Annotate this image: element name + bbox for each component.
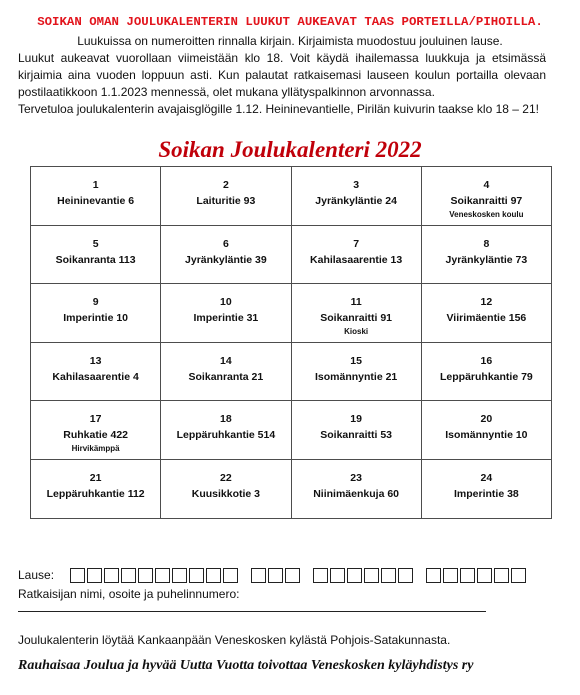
- intro-line-5: Tervetuloa joulukalenterin avajaisglögille 1.12. Heininevantielle, Pirilän kuivurin taakse klo 18 – 21!: [18, 102, 539, 116]
- door-number: 1: [92, 179, 99, 191]
- answer-word-4: [426, 568, 528, 583]
- door-number: 9: [92, 296, 99, 309]
- door-address: Jyränkyläntie 39: [185, 253, 267, 266]
- door-number: 4: [483, 179, 490, 191]
- door-address: Isomännyntie 10: [445, 429, 528, 442]
- notice-heading: SOIKAN OMAN JOULUKALENTERIN LUUKUT AUKEAVAT TAAS PORTEILLA/PIHOILLA.: [37, 15, 543, 29]
- letter-box: [172, 568, 187, 583]
- door-address: Soikanranta 21: [188, 370, 264, 383]
- answer-label: Lause:: [18, 568, 55, 582]
- door-number: 19: [350, 413, 362, 426]
- letter-box: [511, 568, 526, 583]
- calendar-door-23: [291, 459, 421, 518]
- door-number: 8: [483, 237, 490, 250]
- calendar-door-18: [161, 401, 291, 460]
- calendar-door-9: [31, 284, 161, 343]
- calendar-door-4: [421, 167, 551, 226]
- letter-box: [285, 568, 300, 583]
- letter-box: [313, 568, 328, 583]
- calendar-door-6: [161, 225, 291, 284]
- door-number: 12: [480, 296, 493, 309]
- letter-box: [223, 568, 238, 583]
- door-number: 5: [92, 237, 99, 250]
- location-note: Joulukalenterin löytää Kankaanpään Veneskosken kylästä Pohjois-Satakunnasta.: [18, 633, 451, 647]
- door-number: 14: [220, 354, 232, 367]
- answer-word-1: [70, 568, 240, 583]
- letter-box: [121, 568, 136, 583]
- intro-line-1: Luukuissa on numeroitten rinnalla kirjain. Kirjaimista muodostuu jouluinen lause.: [77, 34, 503, 48]
- letter-box: [268, 568, 283, 583]
- door-note: Veneskosken koulu: [449, 210, 524, 219]
- calendar-row: [31, 225, 552, 284]
- calendar-door-22: [161, 459, 291, 518]
- door-number: 16: [480, 354, 493, 367]
- letter-box: [206, 568, 221, 583]
- calendar-door-7: [291, 225, 421, 284]
- calendar-door-5: [31, 225, 161, 284]
- intro-line-4: postilaatikkoon 1.1.2023 mennessä, olet mukana yllätyspalkinnon arvonnassa.: [18, 85, 435, 99]
- calendar-door-21: [31, 459, 161, 518]
- calendar-door-2: [161, 167, 291, 226]
- letter-box: [494, 568, 509, 583]
- calendar-door-10: [161, 284, 291, 343]
- answer-word-2: [251, 568, 302, 583]
- calendar-door-20: [421, 401, 551, 460]
- door-address: Kuusikkotie 3: [191, 487, 261, 500]
- door-address: Viirimäentie 156: [446, 312, 527, 325]
- door-number: 21: [89, 471, 102, 484]
- letter-box: [426, 568, 441, 583]
- door-address: Kahilasaarentie 13: [310, 253, 403, 266]
- calendar-door-15: [291, 342, 421, 401]
- door-number: 23: [350, 471, 362, 484]
- letter-box: [443, 568, 458, 583]
- letter-box: [364, 568, 379, 583]
- door-note: Kioski: [344, 327, 369, 337]
- door-number: 3: [353, 179, 360, 191]
- door-address: Isomännyntie 21: [314, 370, 398, 383]
- intro-line-2: Luukut aukeavat vuorollaan viimeistään klo 18. Voit käydä ihailemassa luukkuja ja etsimässä: [18, 51, 546, 65]
- answer-word-3: [313, 568, 415, 583]
- door-address: Imperintie 31: [193, 312, 259, 325]
- letter-box: [104, 568, 119, 583]
- door-number: 18: [220, 413, 232, 426]
- door-address: Soikanraitti 91: [320, 312, 393, 325]
- calendar-door-11: [291, 284, 421, 343]
- solver-label: Ratkaisijan nimi, osoite ja puhelinnumero:: [18, 587, 240, 601]
- door-number: 24: [480, 471, 493, 484]
- door-address: Kahilasaarentie 4: [52, 370, 139, 383]
- letter-box: [330, 568, 345, 583]
- door-number: 10: [220, 296, 232, 309]
- door-address: Niinimäenkuja 60: [313, 487, 400, 500]
- solver-line: [18, 611, 486, 612]
- letter-box: [398, 568, 413, 583]
- door-address: Imperintie 38: [453, 487, 519, 500]
- calendar-door-3: [291, 167, 421, 226]
- intro-text: [18, 33, 562, 118]
- calendar-row: [31, 401, 552, 460]
- calendar-row: [31, 459, 552, 518]
- door-number: 22: [220, 471, 232, 484]
- greeting: Rauhaisaa Joulua ja hyvää Uutta Vuotta toivottaa Veneskosken kyläyhdistys ry: [18, 658, 474, 673]
- letter-box: [87, 568, 102, 583]
- door-address: Jyränkyläntie 73: [445, 253, 528, 266]
- door-address: Heininevantie 6: [57, 195, 135, 207]
- calendar-grid: [30, 166, 552, 519]
- door-address: Leppäruhkantie 79: [439, 370, 533, 383]
- letter-box: [70, 568, 85, 583]
- door-number: 20: [480, 413, 493, 426]
- door-address: Jyränkyläntie 24: [315, 195, 397, 207]
- calendar-door-14: [161, 342, 291, 401]
- letter-box: [138, 568, 153, 583]
- door-number: 17: [89, 413, 102, 426]
- letter-box: [460, 568, 475, 583]
- door-number: 2: [222, 179, 229, 191]
- calendar-door-16: [421, 342, 551, 401]
- letter-box: [477, 568, 492, 583]
- door-address: Soikanraitti 97: [450, 195, 523, 207]
- answer-boxes: [70, 567, 539, 584]
- calendar-door-8: [421, 225, 551, 284]
- calendar-door-12: [421, 284, 551, 343]
- calendar-door-1: [31, 167, 161, 226]
- calendar-row: [31, 284, 552, 343]
- letter-box: [251, 568, 266, 583]
- calendar-door-19: [291, 401, 421, 460]
- calendar-row: [31, 342, 552, 401]
- letter-box: [189, 568, 204, 583]
- door-address: Leppäruhkantie 112: [46, 487, 145, 500]
- door-address: Ruhkatie 422: [63, 429, 129, 442]
- door-address: Soikanranta 113: [55, 253, 136, 266]
- calendar-door-24: [421, 459, 551, 518]
- calendar-title: Soikan Joulukalenteri 2022: [158, 137, 422, 162]
- letter-box: [155, 568, 170, 583]
- calendar-door-13: [31, 342, 161, 401]
- intro-line-3: kirjaimia aina vuoden loppuun asti. Kun palautat ratkaisemasi lauseen koulun portailla olevaan: [18, 68, 546, 82]
- door-note: Hirvikämppä: [71, 444, 120, 454]
- door-address: Leppäruhkantie 514: [176, 429, 276, 442]
- door-address: Laituritie 93: [196, 195, 256, 207]
- calendar-row: [31, 167, 552, 226]
- door-address: Soikanraitti 53: [320, 429, 393, 442]
- letter-box: [381, 568, 396, 583]
- door-number: 6: [222, 237, 229, 250]
- door-address: Imperintie 10: [63, 312, 129, 325]
- door-number: 11: [350, 296, 362, 309]
- door-number: 7: [353, 237, 360, 250]
- letter-box: [347, 568, 362, 583]
- calendar-door-17: [31, 401, 161, 460]
- door-number: 13: [89, 354, 102, 367]
- door-number: 15: [350, 354, 362, 367]
